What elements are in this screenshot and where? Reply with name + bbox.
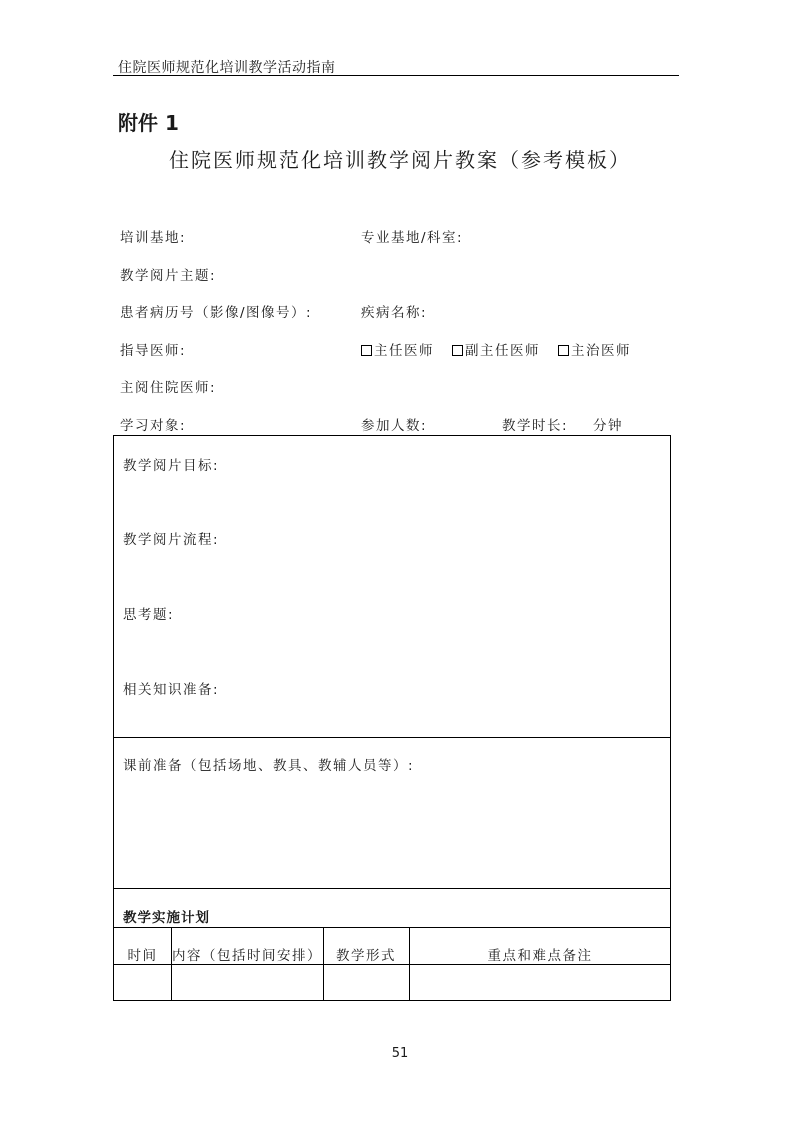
row-divider [114,888,670,889]
field-supervisor: 指导医师: [120,343,187,359]
field-resident: 主阅住院医师: [120,380,217,396]
attachment-label: 附件 1 [118,111,179,135]
label-objectives: 教学阅片目标: [123,458,220,474]
label-knowledge: 相关知识准备: [123,682,220,698]
row-divider [114,927,670,928]
label-preparation: 课前准备（包括场地、教具、教辅人员等）: [123,758,415,774]
plan-cell-format[interactable] [324,965,409,1001]
field-participants: 参加人数: [361,418,428,434]
field-specialty-base: 专业基地/科室: [361,230,464,246]
field-training-base: 培训基地: [120,230,187,246]
checkbox-icon[interactable] [361,345,372,356]
column-header-content: 内容（包括时间安排） [172,948,322,964]
column-header-format: 教学形式 [336,948,396,964]
plan-cell-notes[interactable] [410,965,670,1001]
field-duration-unit: 分钟 [593,418,623,434]
lesson-form-table [113,435,671,1001]
option-label: 主治医师 [571,343,631,359]
supervisor-options [361,339,631,359]
field-duration: 教学时长: [502,418,569,434]
option-label: 主任医师 [374,343,434,359]
header-rule [113,75,679,76]
plan-cell-time[interactable] [114,965,171,1001]
option-chief-physician[interactable] [361,343,434,359]
option-label: 副主任医师 [465,343,540,359]
field-patient-record: 患者病历号（影像/图像号）: [120,305,313,321]
label-process: 教学阅片流程: [123,532,220,548]
plan-title: 教学实施计划 [123,910,210,926]
page-number: 51 [391,1046,409,1061]
column-header-time: 时间 [127,948,158,964]
checkbox-icon[interactable] [558,345,569,356]
column-header-notes: 重点和难点备注 [487,948,593,964]
document-title: 住院医师规范化培训教学阅片教案（参考模板） [169,148,631,172]
row-divider [114,737,670,738]
field-topic: 教学阅片主题: [120,268,217,284]
option-associate-chief-physician[interactable] [452,343,540,359]
option-attending-physician[interactable] [558,343,631,359]
field-audience: 学习对象: [120,418,187,434]
plan-cell-content[interactable] [172,965,323,1001]
running-header: 住院医师规范化培训教学活动指南 [118,60,336,76]
label-questions: 思考题: [123,607,175,623]
checkbox-icon[interactable] [452,345,463,356]
field-disease-name: 疾病名称: [361,305,428,321]
